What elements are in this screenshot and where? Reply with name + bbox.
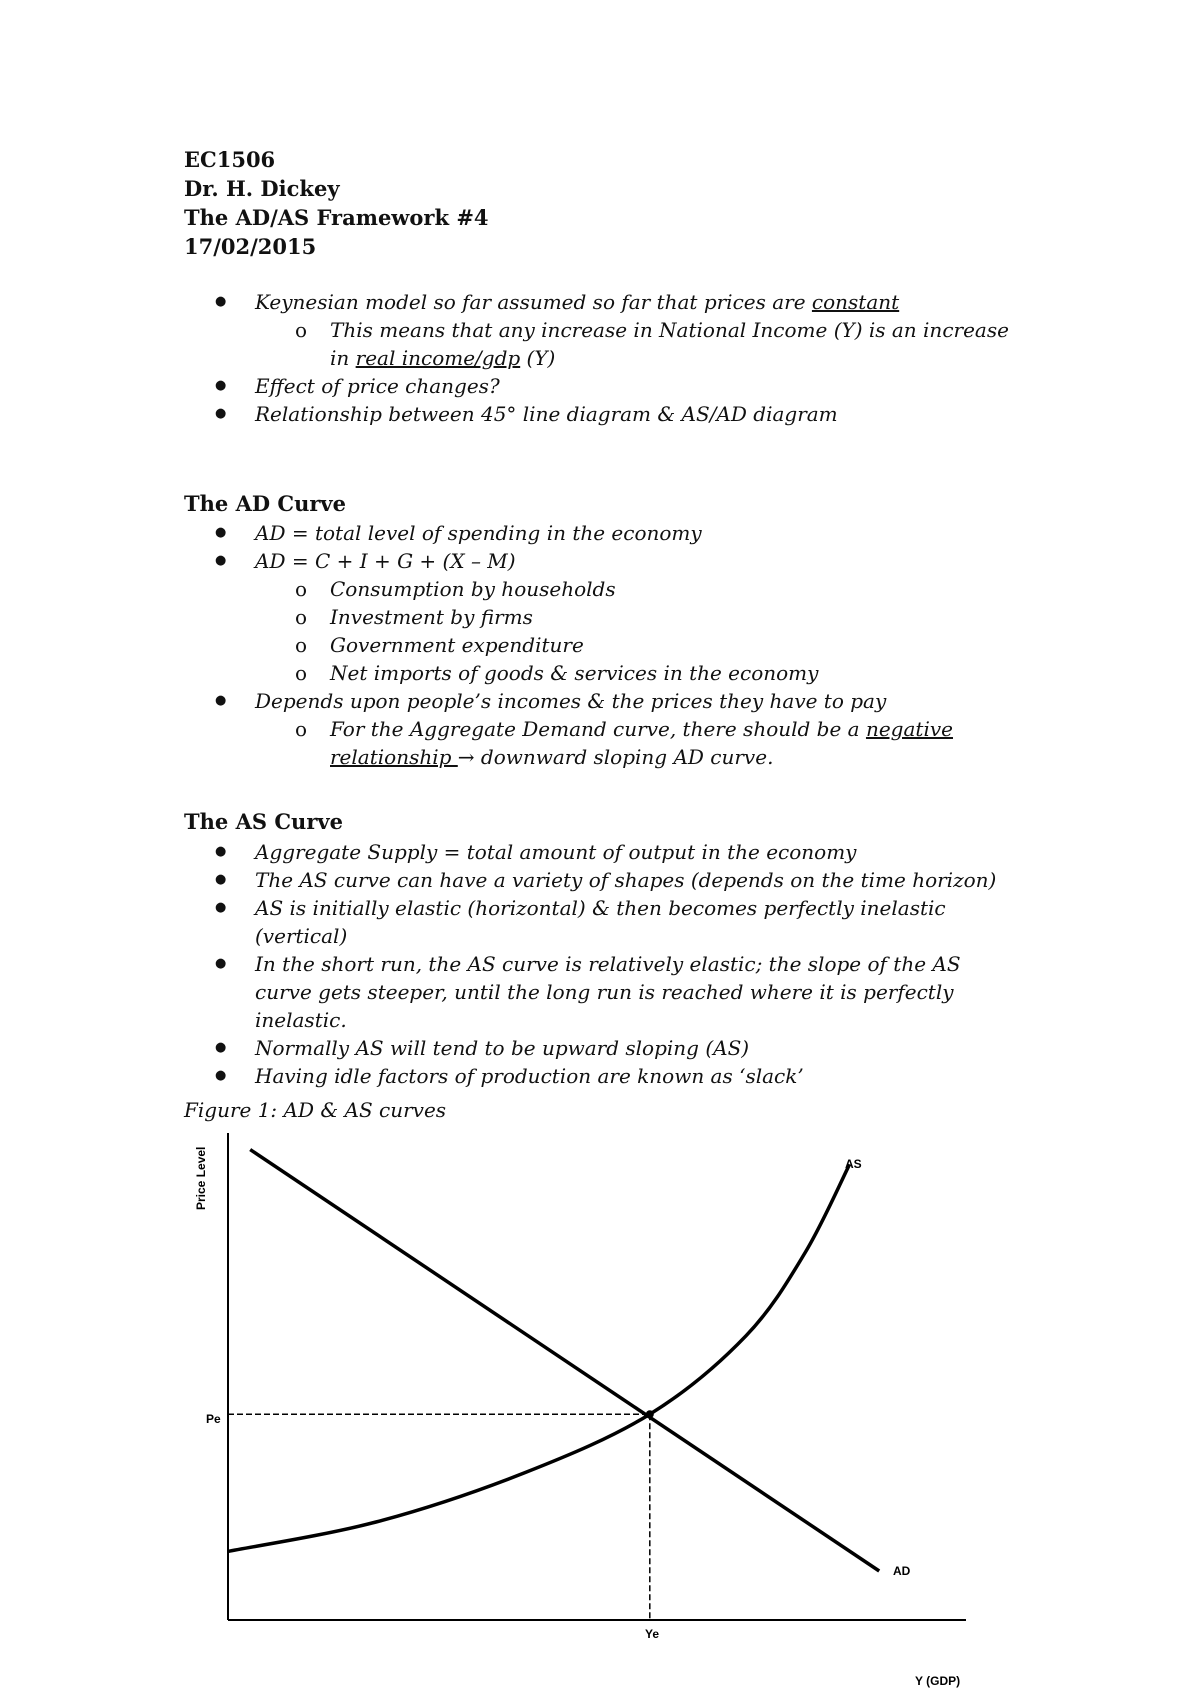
list-item: ● In the short run, the AS curve is relatively elastic; the slope of the AS curve gets steeper, until the long run is reached where it is perfectly inelastic. xyxy=(0,950,1015,1034)
list-item: ● The AS curve can have a variety of shapes (depends on the time horizon) xyxy=(0,866,1015,894)
list-item: ● Aggregate Supply = total amount of output in the economy xyxy=(0,838,1015,866)
ye-tick-label: Ye xyxy=(645,1627,660,1641)
document-date: 17/02/2015 xyxy=(184,234,317,259)
underlined-term: negative relationship xyxy=(330,717,953,769)
equilibrium-point xyxy=(646,1410,654,1418)
x-axis-label: Y (GDP) xyxy=(915,1674,961,1688)
section-title-as: The AS Curve xyxy=(184,809,343,834)
list-item: ● Relationship between 45° line diagram & AS/AD diagram xyxy=(0,400,1015,428)
sub-list-item: o Consumption by households xyxy=(255,575,1010,603)
underlined-term: real income/gdp xyxy=(355,346,521,370)
sub-list-item: o Investment by firms xyxy=(255,603,1010,631)
list-item: ● AS is initially elastic (horizontal) & then becomes perfectly inelastic (vertical) xyxy=(0,894,1015,950)
ad-curve xyxy=(250,1150,879,1571)
list-item: ● AD = total level of spending in the economy xyxy=(0,519,1015,547)
ad-text: For the Aggregate Demand curve, there should be a xyxy=(330,717,866,741)
sub-list-item: o Government expenditure xyxy=(255,631,1010,659)
ad-label: AD xyxy=(893,1564,911,1578)
list-item: ● Having idle factors of production are known as ‘slack’ xyxy=(0,1062,1015,1090)
pe-tick-label: Pe xyxy=(206,1412,221,1426)
lecturer-name: Dr. H. Dickey xyxy=(184,176,340,201)
intro-text: Keynesian model so far assumed so far that prices are xyxy=(255,290,812,314)
underlined-term: constant xyxy=(811,290,900,314)
as-curve xyxy=(228,1164,850,1551)
ad-text: downward sloping AD curve. xyxy=(474,745,774,769)
y-axis-label: Price Level xyxy=(194,1146,208,1210)
intro-text: This means that any increase in National Income (Y) is an increase in xyxy=(330,318,1009,370)
intro-text: (Y) xyxy=(520,346,556,370)
ad-text: Depends upon people’s incomes & the prices they have to pay xyxy=(255,689,887,713)
course-code: EC1506 xyxy=(184,147,276,172)
ad-equation: AD = C + I + G + (X – M) xyxy=(255,549,516,573)
figure-caption: Figure 1: AD & AS curves xyxy=(184,1098,447,1122)
sub-list-item: o Net imports of goods & services in the economy xyxy=(255,659,1010,687)
as-label: AS xyxy=(845,1157,862,1171)
document-title: The AD/AS Framework #4 xyxy=(184,205,489,230)
list-item: ● Normally AS will tend to be upward sloping (AS) xyxy=(0,1034,1015,1062)
section-title-ad: The AD Curve xyxy=(184,491,346,516)
arrow-right-icon: → xyxy=(457,745,475,769)
list-item: ● Effect of price changes? xyxy=(0,372,1015,400)
